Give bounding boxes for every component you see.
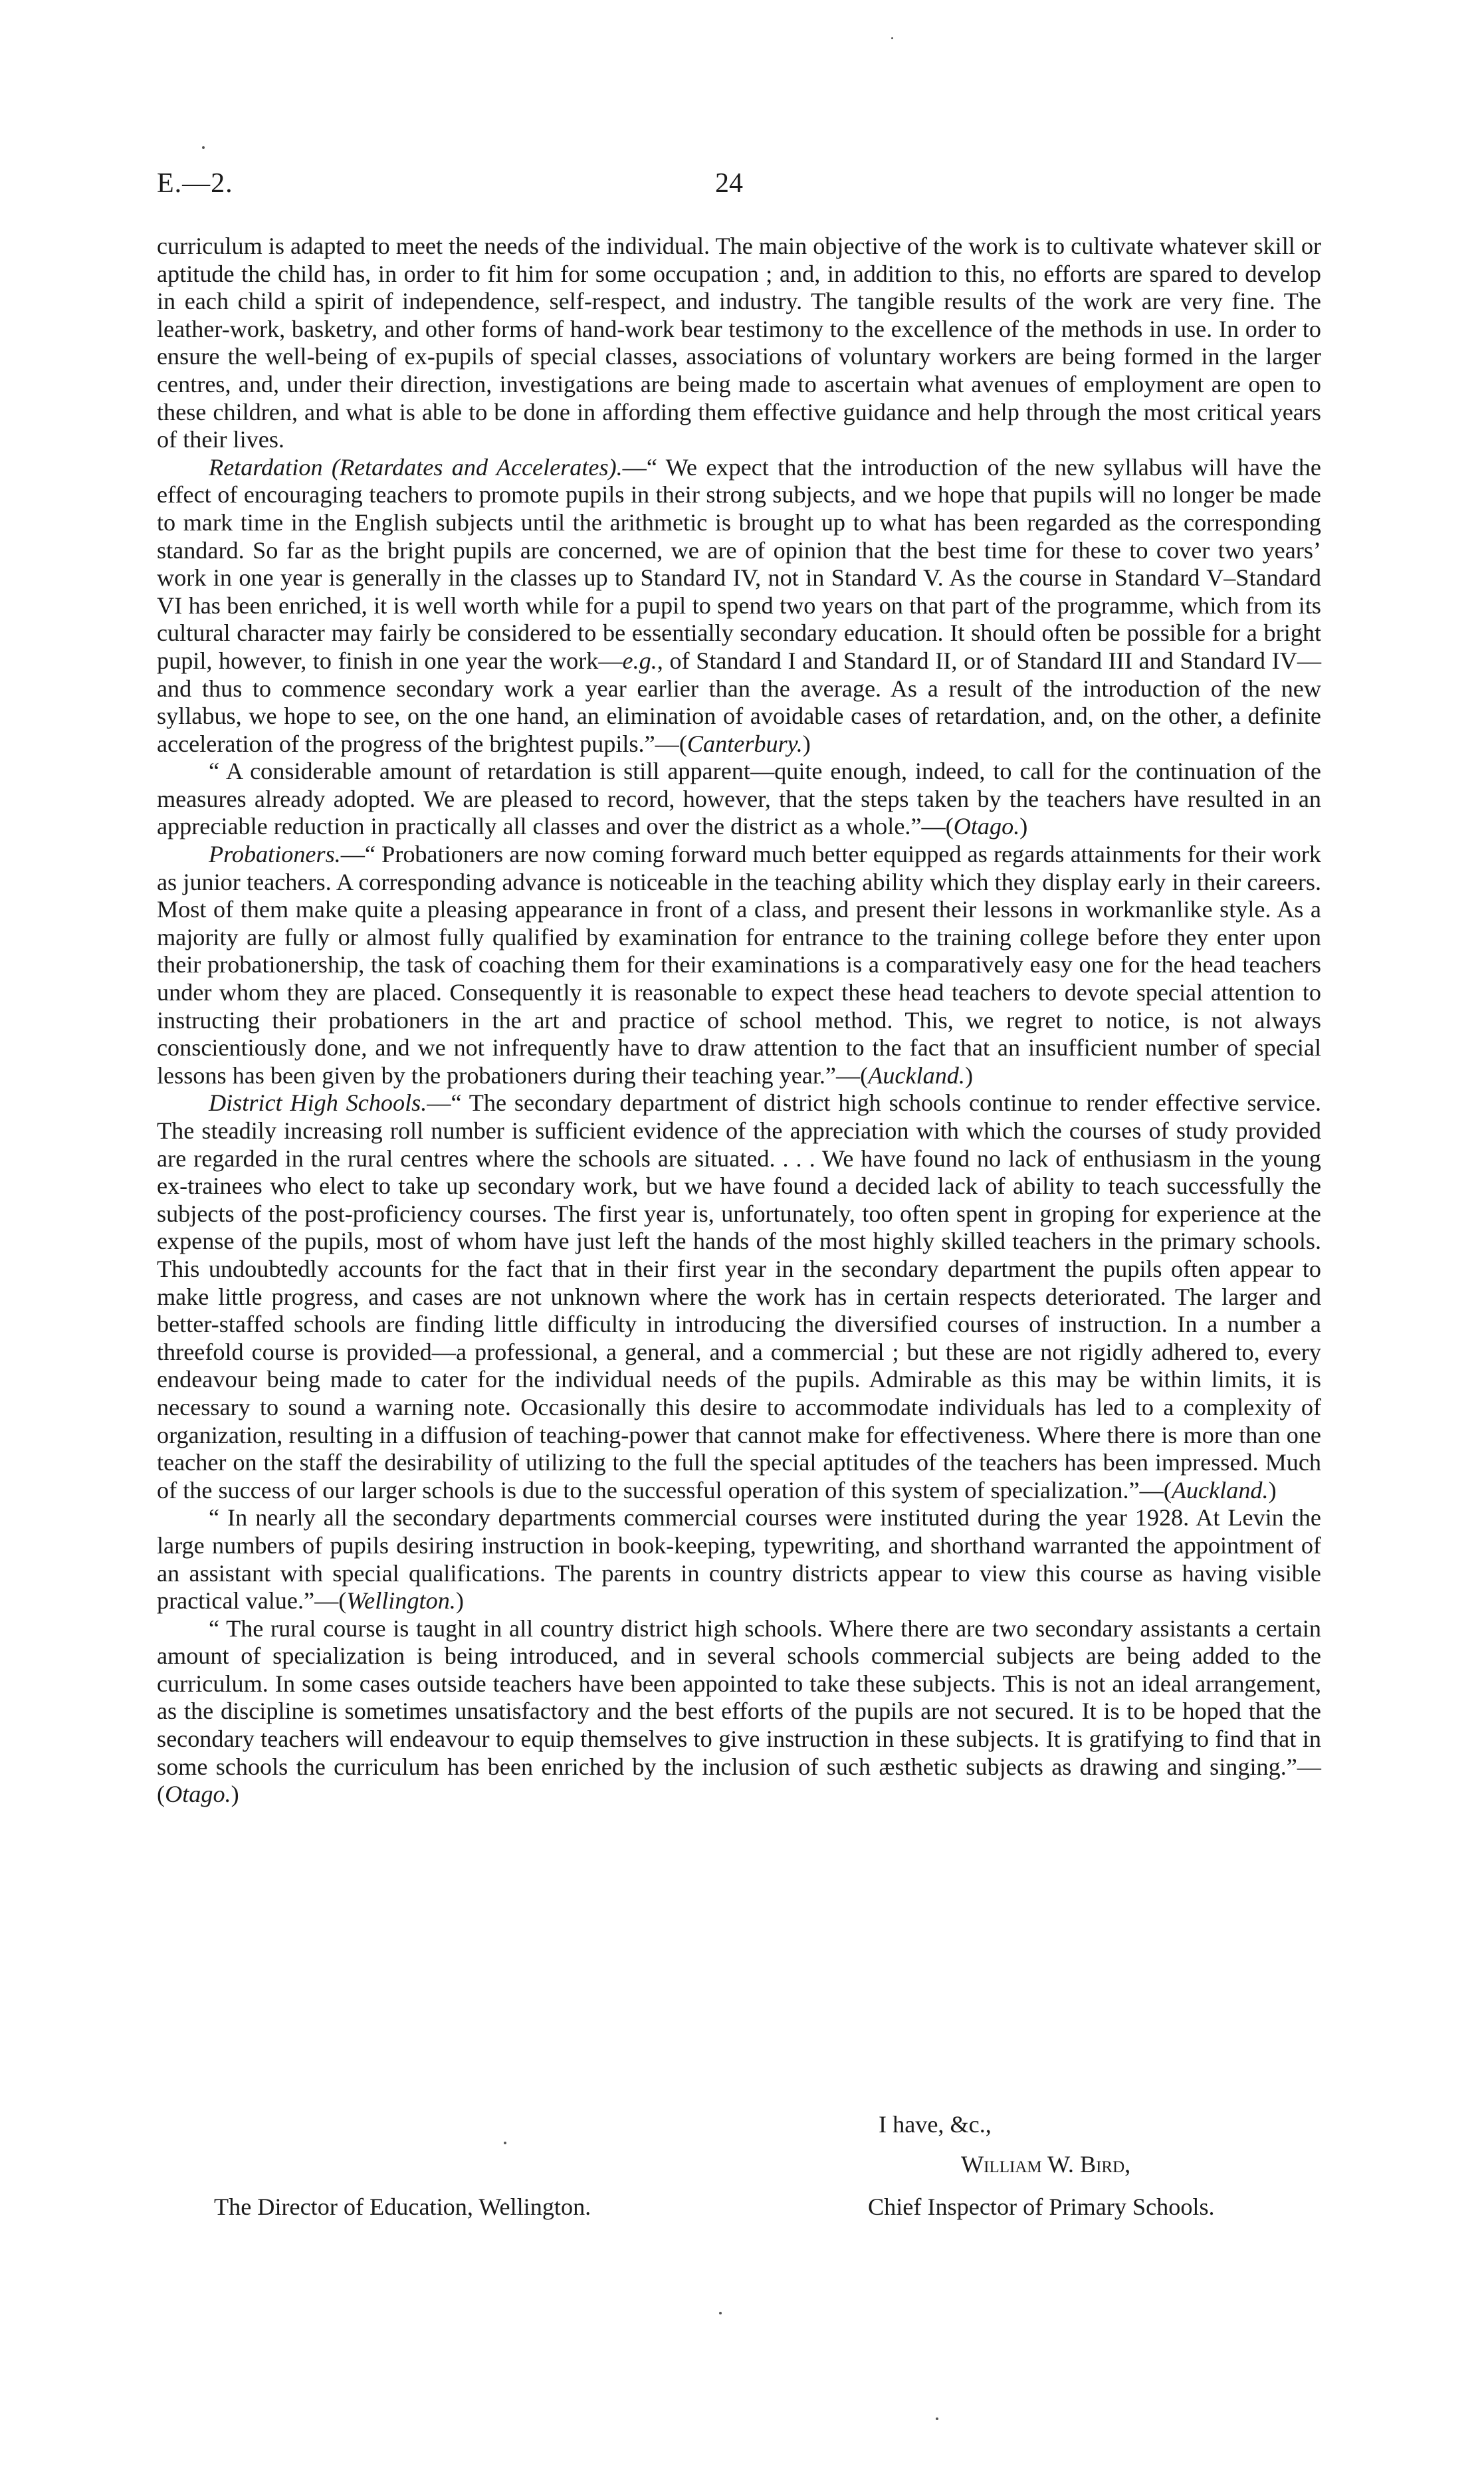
text-run: ) (802, 730, 811, 757)
paragraph (157, 841, 1321, 1089)
text-run: “ A considerable amount of retardation is still apparent—quite enough, indeed, to call for the continuation of the measures already adopted. We are pleased to record, however, that the steps taken by the teachers have resulted in an appreciable reduction in practically all classes and over the district as a whole.”—( (157, 758, 1321, 840)
italic-text: Retardation (Retardates and Accelerates). (209, 453, 623, 481)
text-run: ) (1019, 813, 1028, 840)
italic-text: Wellington. (346, 1587, 456, 1615)
print-speck (891, 37, 893, 39)
italic-text: Auckland. (1171, 1476, 1269, 1504)
italic-text: Otago. (953, 813, 1020, 840)
report-body (157, 233, 1321, 1809)
page-number: 24 (715, 168, 743, 199)
paragraph (157, 1089, 1321, 1504)
text-run: “ In nearly all the secondary departments commercial courses were instituted during the year 1928. At Levin the large numbers of pupils desiring instruction in book-keeping, typewriting, and shorthand warranted the appointment of an assistant with special qualifications. The parents in country districts appear to view this course as having visible practical value.”—( (157, 1504, 1321, 1615)
addressee: The Director of Education, Wellington. (214, 2193, 591, 2220)
print-speck (936, 2417, 938, 2420)
print-speck (719, 2312, 722, 2314)
italic-text: Otago. (165, 1781, 231, 1808)
text-run: —“ Probationers are now coming forward much better equipped as regards attainments for their work as junior teachers. A corresponding advance is noticeable in the teaching ability which they display early in their careers. Most of them make quite a pleasing appearance in front of a class, and present their lessons in workmanlike style. As a majority are fully or almost fully qualified by examination for entrance to the training college before they enter upon their probationership, the task of coaching them for their examinations is a comparatively easy one for the head teachers under whom they are placed. Consequently it is reasonable to expect these head teachers to devote special attention to instructing their probationers in the art and practice of school method. This, we regret to notice, is not always conscientiously done, and we not infrequently have to draw attention to the fact that an insufficient number of special lessons has been given by the probationers during their teaching year.”—( (157, 841, 1321, 1089)
text-run: curriculum is adapted to meet the needs of the individual. The main objective of the work is to cultivate whatever skill or aptitude the child has, in order to fit him for some occupation ; and, in addition to this, no efforts are spared to develop in each child a spirit of independence, self-respect, and industry. The tangible results of the work are very fine. The leather-work, basketry, and other forms of hand-work bear testimony to the excellence of the methods in use. In order to ensure the well-being of ex-pupils of special classes, associations of voluntary workers are being formed in the larger centres, and, under their direction, investigations are being made to ascertain what avenues of employment are open to these children, and what is able to be done in affording them effective guidance and help through the most critical years of their lives. (157, 233, 1321, 453)
text-run: , of Standard I and Standard II, or of Standard III and Standard IV—and thus to commence secondary work a year earlier than the average. As a result of the introduction of the new syllabus, we hope to see, on the one hand, an elimination of avoidable cases of retardation, and, on the other, a definite acceleration of the progress of the brightest pupils.”—( (157, 647, 1322, 757)
report-reference: E.—2. (157, 168, 233, 199)
text-run: —“ We expect that the introduction of the new syllabus will have the effect of encouraging teachers to promote pupils in their strong subjects, and we hope that pupils will no longer be made to mark time in the English subjects until the arithmetic is brought up to what has been regarded as the corresponding standard. So far as the bright pupils are concerned, we are of opinion that the best time for these to cover two years’ work in one year is generally in the classes up to Standard IV, not in Standard V. As the course in Standard V–Standard VI has been enriched, it is well worth while for a pupil to spend two years on that part of the programme, which from its cultural character may fairly be considered to be essentially secondary education. It should often be possible for a bright pupil, however, to finish in one year the work— (157, 453, 1321, 674)
italic-text: Auckland. (868, 1062, 965, 1089)
italic-text: District High Schools. (209, 1089, 427, 1117)
text-run: ) (964, 1062, 974, 1089)
signatory-name: William W. Bird, (961, 2151, 1131, 2178)
salutation: I have, &c., (879, 2111, 992, 2138)
paragraph (157, 454, 1321, 758)
signatory-title: Chief Inspector of Primary Schools. (868, 2193, 1215, 2220)
print-speck (202, 146, 205, 149)
italic-text: e.g. (622, 647, 657, 674)
text-run: ) (455, 1587, 464, 1615)
text-run: —“ The secondary department of district high schools continue to render effective service. The steadily increasing roll number is sufficient evidence of the appreciation with which the courses of study provided are regarded in the rural centres where the schools are situated. . . . We have found no lack of enthusiasm in the young ex-trainees who elect to take up secondary work, but we have found a decided lack of ability to teach successfully the subjects of the post-proficiency courses. The first year is, unfortunately, too often spent in groping for experience at the expense of the pupils, most of whom have just left the hands of the most highly skilled teachers in the primary schools. This undoubtedly accounts for the fact that in their first year in the secondary department the pupils often appear to make little progress, and cases are not unknown where the work has in certain respects deteriorated. The larger and better-staffed schools are finding little difficulty in introducing the diversified courses of instruction. In a number a threefold course is provided—a professional, a general, and a commercial ; but these are not rigidly adhered to, every endeavour being made to cater for the individual needs of the pupils. Admirable as this may be within limits, it is necessary to sound a warning note. Occasionally this desire to accommodate individuals has led to a complexity of organization, resulting in a diffusion of teaching-power that cannot make for effectiveness. Where there is more than one teacher on the staff the desirability of utilizing to the full the special aptitudes of the teachers has been impressed. Much of the success of our larger schools is due to the successful operation of this system of specialization.”—( (157, 1089, 1322, 1504)
print-speck (504, 2142, 506, 2144)
paragraph (157, 1615, 1321, 1809)
paragraph (157, 758, 1321, 841)
text-run: ) (1268, 1476, 1277, 1504)
italic-text: Probationers. (209, 841, 341, 868)
text-run: ) (231, 1781, 239, 1808)
text-run: “ The rural course is taught in all country district high schools. Where there are two secondary assistants a certain amount of specialization is being introduced, and in several schools commercial subjects are being added to the curriculum. In some cases outside teachers have been appointed to take these subjects. This is not an ideal arrangement, as the discipline is sometimes unsatisfactory and the best efforts of the pupils are not secured. It is to be hoped that the secondary teachers will endeavour to equip themselves to give instruction in these subjects. It is gratifying to find that in some schools the curriculum has been enriched by the inclusion of such æsthetic subjects as drawing and singing.”—( (157, 1615, 1321, 1808)
italic-text: Canterbury. (687, 730, 803, 757)
paragraph (157, 1504, 1321, 1615)
paragraph (157, 233, 1321, 454)
